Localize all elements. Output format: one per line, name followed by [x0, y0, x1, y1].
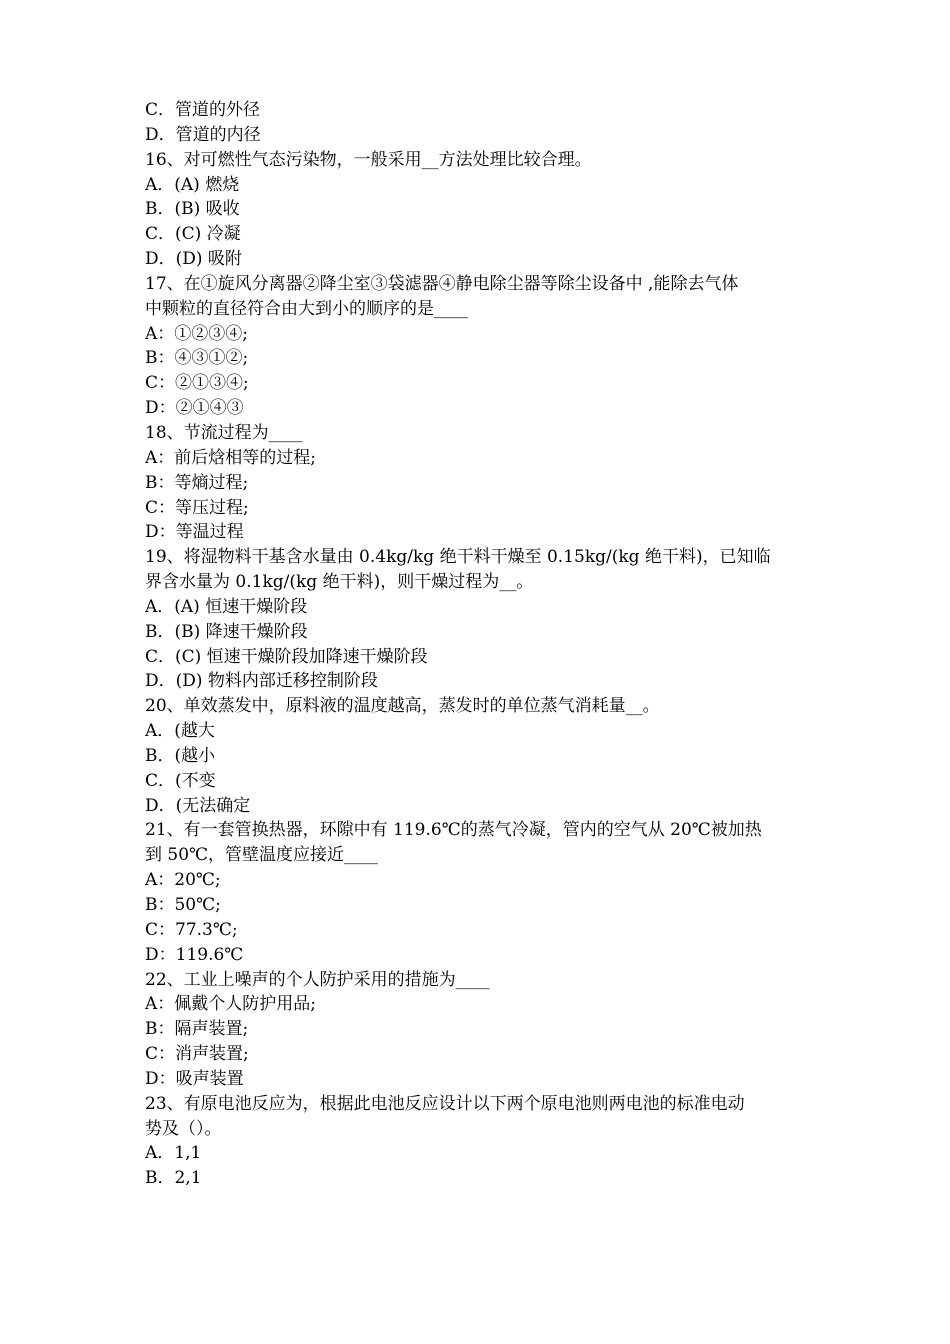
- option-line: B．(B) 吸收: [145, 199, 240, 220]
- option-line: B．2,1: [145, 1168, 202, 1189]
- option-line: B：④③①②;: [145, 348, 249, 369]
- option-line: D．(D) 物料内部迁移控制阶段: [145, 671, 378, 692]
- option-line: C．管道的外径: [145, 100, 261, 120]
- question-17-continued: 中颗粒的直径符合由大到小的顺序的是____: [145, 298, 468, 319]
- option-line: A：前后焓相等的过程;: [145, 447, 317, 468]
- option-line: A：20℃;: [145, 870, 221, 891]
- option-line: D．管道的内径: [145, 124, 261, 145]
- option-line: D：等温过程: [145, 522, 244, 543]
- option-line: C．(C) 恒速干燥阶段加降速干燥阶段: [145, 646, 428, 667]
- option-line: C：消声装置;: [145, 1044, 249, 1065]
- option-line: A．(A) 燃烧: [145, 174, 240, 195]
- option-line: D．(D) 吸附: [145, 249, 242, 270]
- question-19-continued: 界含水量为 0.1kg/(kg 绝干料)，则干燥过程为__。: [145, 572, 534, 593]
- option-line: A：佩戴个人防护用品;: [145, 994, 317, 1015]
- question-22: 22、工业上噪声的个人防护采用的措施为____: [145, 969, 490, 990]
- question-16: 16、对可燃性气态污染物，一般采用__方法处理比较合理。: [145, 149, 592, 170]
- question-21-continued: 到 50℃，管壁温度应接近____: [145, 845, 379, 866]
- question-23: 23、有原电池反应为，根据此电池反应设计以下两个原电池则两电池的标准电动: [145, 1093, 745, 1114]
- question-20: 20、单效蒸发中，原料液的温度越高，蒸发时的单位蒸气消耗量__。: [145, 696, 660, 717]
- option-line: A．(越大: [145, 721, 215, 742]
- option-line: B．(B) 降速干燥阶段: [145, 621, 308, 642]
- option-line: D：119.6℃: [145, 944, 244, 965]
- option-line: B：50℃;: [145, 895, 221, 915]
- option-line: C：②①③④;: [145, 373, 249, 394]
- option-line: C：77.3℃;: [145, 919, 238, 940]
- question-19: 19、将湿物料干基含水量由 0.4kg/kg 绝干料干燥至 0.15kg/(kg 绝干料)，已知临: [145, 547, 771, 568]
- option-line: B：隔声装置;: [145, 1019, 249, 1040]
- option-line: C．(不变: [145, 770, 216, 791]
- question-17: 17、在①旋风分离器②降尘室③袋滤器④静电除尘器等除尘设备中 ,能除去气体: [145, 273, 739, 294]
- document-page: [145, 98, 810, 1191]
- option-line: B：等熵过程;: [145, 472, 249, 493]
- question-21: 21、有一套管换热器，环隙中有 119.6℃的蒸气冷凝，管内的空气从 20℃被加热: [145, 820, 762, 841]
- question-18: 18、节流过程为____: [145, 422, 303, 443]
- option-line: B．(越小: [145, 745, 216, 766]
- option-line: C．(C) 冷凝: [145, 224, 241, 245]
- option-line: D．(无法确定: [145, 795, 251, 816]
- option-line: C：等压过程;: [145, 497, 249, 518]
- option-line: D：②①④③: [145, 398, 244, 419]
- option-line: A．1,1: [145, 1143, 202, 1164]
- option-line: A．(A) 恒速干燥阶段: [145, 596, 308, 617]
- question-23-continued: 势及（）。: [145, 1118, 222, 1139]
- option-line: A：①②③④;: [145, 323, 249, 344]
- option-line: D：吸声装置: [145, 1068, 244, 1089]
